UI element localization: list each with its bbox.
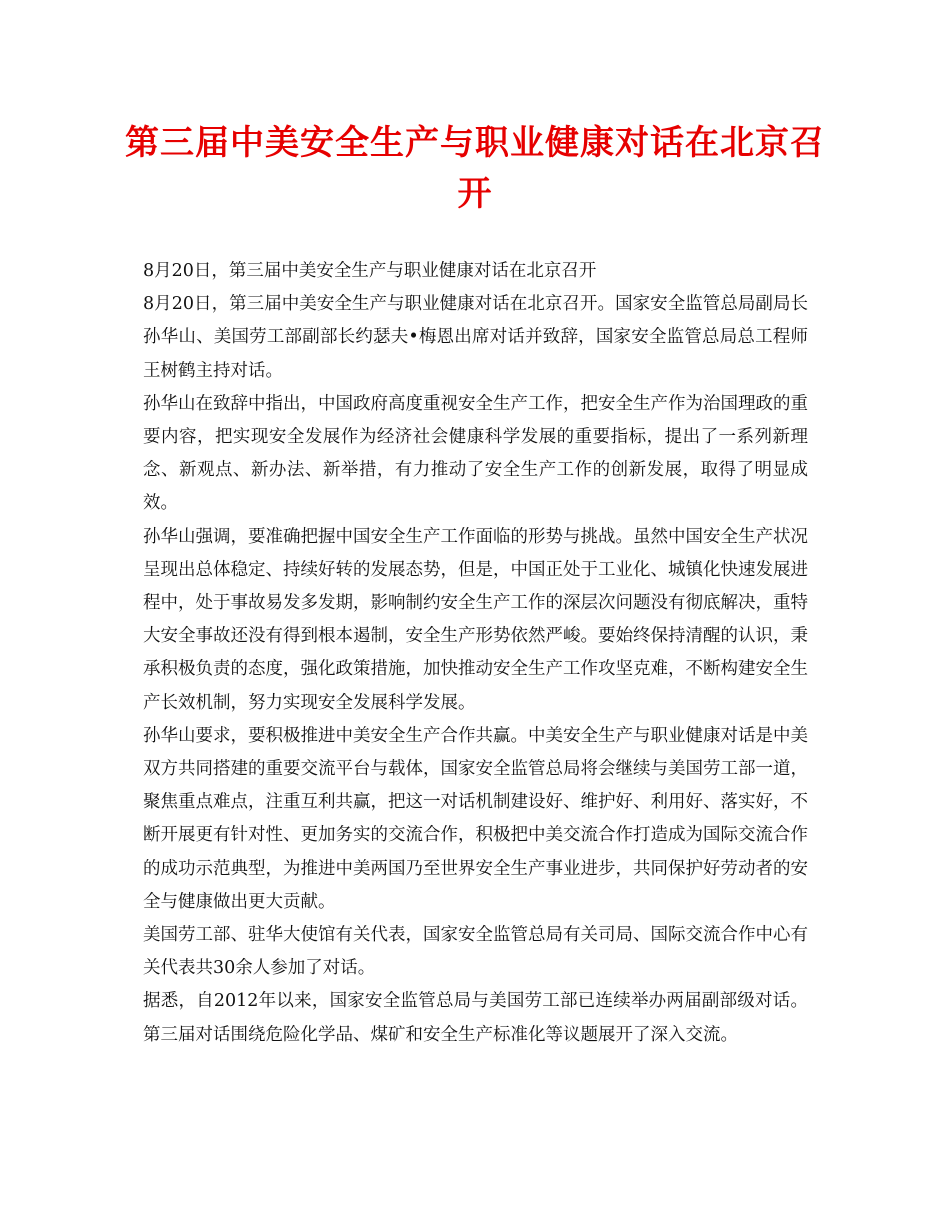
paragraph-speech: 孙华山在致辞中指出，中国政府高度重视安全生产工作，把安全生产作为治国理政的重要内容，把实现安全发展作为经济社会健康科学发展的重要指标，提出了一系列新理念、新观点、新办法、新举措，有力推动了安全生产工作的创新发展，取得了明显成效。 — [143, 393, 808, 514]
paragraph-intro: 8月20日，第三届中美安全生产与职业健康对话在北京召开。国家安全监管总局副局长孙华山、美国劳工部副部长约瑟夫•梅恩出席对话并致辞，国家安全监管总局总工程师王树鹤主持对话。 — [143, 294, 808, 381]
document-title: 第三届中美安全生产与职业健康对话在北京召开 — [125, 123, 825, 214]
paragraph-attendees: 美国劳工部、驻华大使馆有关代表，国家安全监管总局有关司局、国际交流合作中心有关代表共30余人参加了对话。 — [143, 925, 808, 979]
paragraph-headline: 8月20日，第三届中美安全生产与职业健康对话在北京召开 — [143, 261, 597, 281]
paragraph-background: 据悉，自2012年以来，国家安全监管总局与美国劳工部已连续举办两届副部级对话。第三届对话围绕危险化学品、煤矿和安全生产标准化等议题展开了深入交流。 — [143, 991, 808, 1045]
document-body — [143, 255, 808, 1052]
paragraph-cooperation: 孙华山要求，要积极推进中美安全生产合作共赢。中美安全生产与职业健康对话是中美双方共同搭建的重要交流平台与载体，国家安全监管总局将会继续与美国劳工部一道，聚焦重点难点，注重互利共赢，把这一对话机制建设好、维护好、利用好、落实好，不断开展更有针对性、更加务实的交流合作，积极把中美交流合作打造成为国际交流合作的成功示范典型，为推进中美两国乃至世界安全生产事业进步，共同保护好劳动者的安全与健康做出更大贡献。 — [143, 725, 808, 912]
paragraph-situation: 孙华山强调，要准确把握中国安全生产工作面临的形势与挑战。虽然中国安全生产状况呈现出总体稳定、持续好转的发展态势，但是，中国正处于工业化、城镇化快速发展进程中，处于事故易发多发期，影响制约安全生产工作的深层次问题没有彻底解决，重特大安全事故还没有得到根本遏制，安全生产形势依然严峻。要始终保持清醒的认识，秉承积极负责的态度，强化政策措施，加快推动安全生产工作攻坚克难，不断构建安全生产长效机制，努力实现安全发展科学发展。 — [143, 526, 808, 713]
